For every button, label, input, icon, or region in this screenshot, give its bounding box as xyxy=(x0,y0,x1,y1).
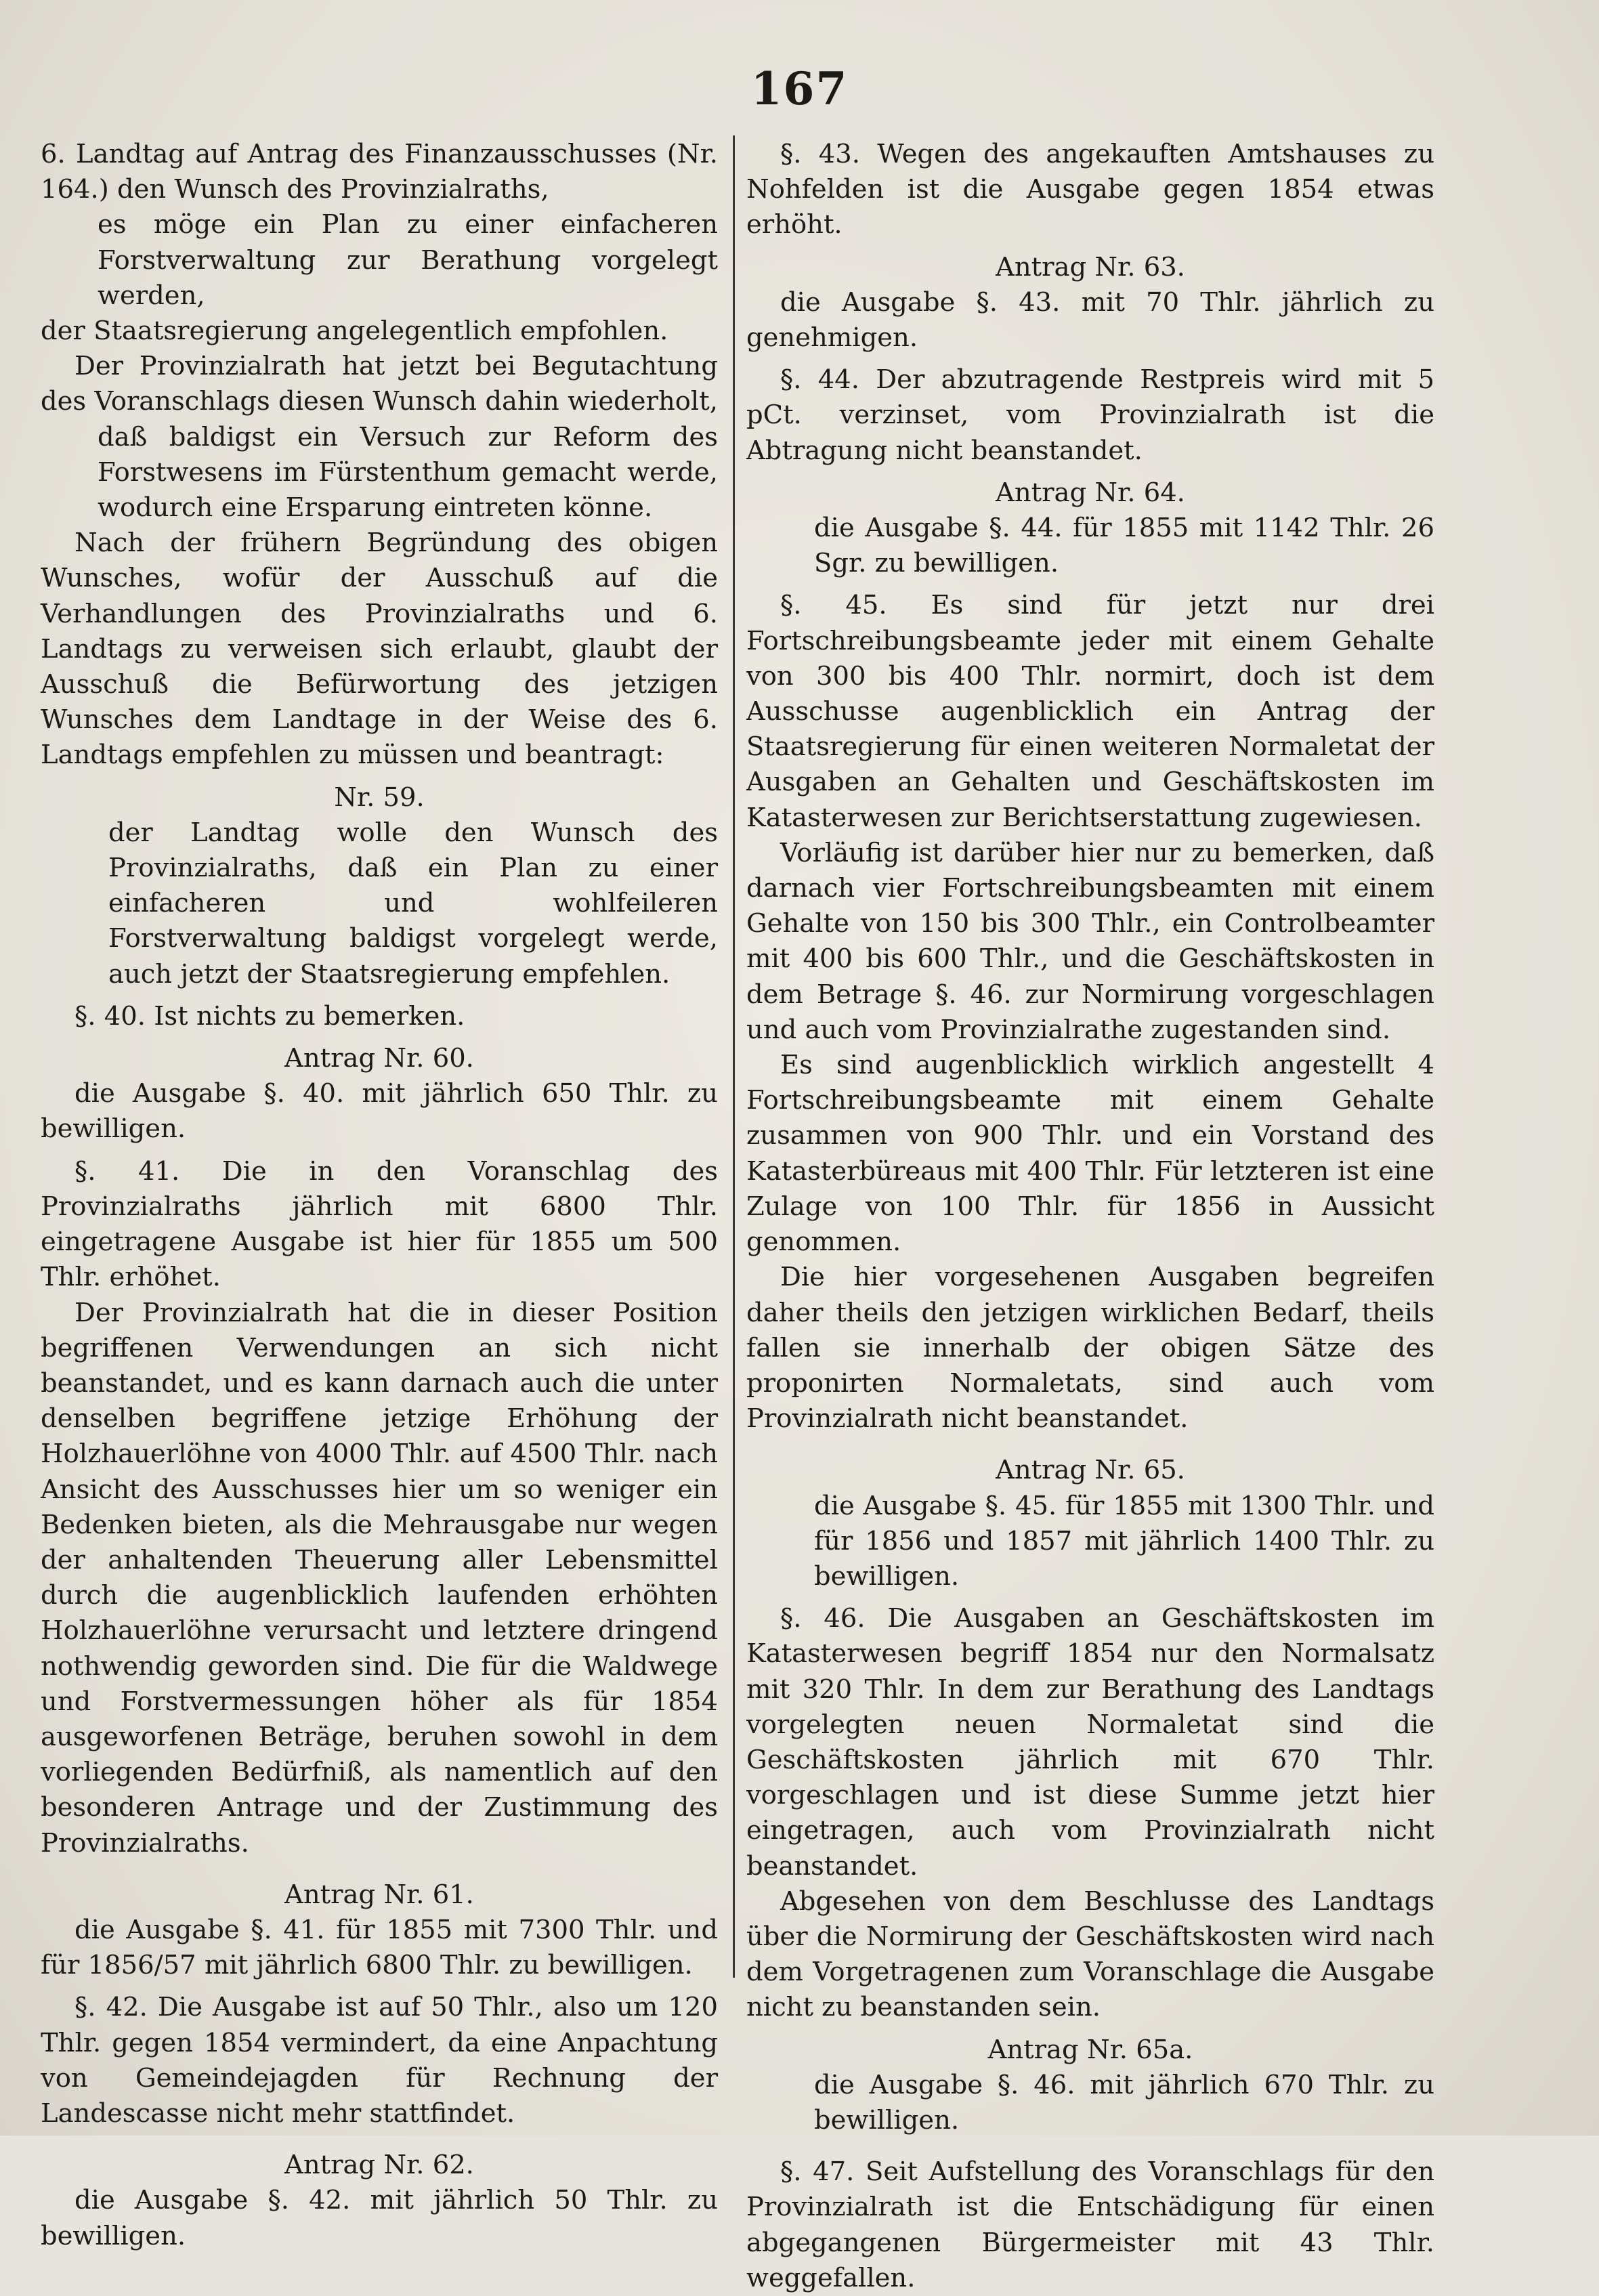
paragraph: der Staatsregierung angelegentlich empfohlen. xyxy=(41,316,668,347)
section-paragraph: §. 43. Wegen des angekauften Amtshauses zu Nohfelden ist die Ausgabe gegen 1854 etwas erhöht. xyxy=(746,139,1434,240)
motion-heading: Antrag Nr. 61. xyxy=(284,1879,474,1910)
section-paragraph: §. 40. Ist nichts zu bemerken. xyxy=(74,1000,465,1032)
section-paragraph: §. 42. Die Ausgabe ist auf 50 Thlr., also um 120 Thlr. gegen 1854 vermindert, da eine Anpachtung von Gemeindejagden für Rechnung der Landescasse nicht mehr stattfindet. xyxy=(41,1992,718,2129)
section-paragraph: §. 46. Die Ausgaben an Geschäftskosten im Katasterwesen begriff 1854 nur den Normalsatz mit 320 Thlr. In dem zur Berathung des Landtags vorgelegten neuen Normaletat sind die Geschäftskosten jährlich mit 670 Thlr. vorgeschlagen und ist diese Summe jetzt hier eingetragen, auch vom Provinzialrath nicht beanstandet. xyxy=(746,1603,1434,1882)
right-column xyxy=(746,137,1434,2296)
section-paragraph: §. 41. Die in den Voranschlag des Provinzialraths jährlich mit 6800 Thlr. eingetragene Ausgabe ist hier für 1855 um 500 Thlr. erhöhet. xyxy=(41,1155,718,1293)
motion-text: die Ausgabe §. 44. für 1855 mit 1142 Thlr. 26 Sgr. zu bewilligen. xyxy=(814,513,1434,579)
motion-heading: Nr. 59. xyxy=(334,782,425,813)
motion-text: die Ausgabe §. 43. mit 70 Thlr. jährlich zu genehmigen. xyxy=(746,286,1434,354)
motion-text: die Ausgabe §. 46. mit jährlich 670 Thlr. zu bewilligen. xyxy=(814,2069,1434,2135)
section-paragraph: §. 47. Seit Aufstellung des Voranschlags für den Provinzialrath ist die Entschädigung für einen abgegangenen Bürgermeister mit 43 Thlr. weggefallen. xyxy=(746,2156,1434,2293)
paragraph: Der Provinzialrath hat die in dieser Position begriffenen Verwendungen an sich nicht beanstandet, und es kann darnach auch die unter denselben begriffene jetzige Erhöhung der Holzhauerlöhne von 4000 Thlr. auf 4500 Thlr. nach Ansicht des Ausschusses hier um so weniger ein Bedenken bieten, als die Mehrausgabe nur wegen der anhaltenden Theuerung aller Lebensmittel durch die augenblicklich laufenden erhöhten Holzhauerlöhne verursacht und letztere dringend nothwendig geworden sind. Die für die Waldwege und Forstvermessungen höher als für 1854 ausgeworfenen Beträge, beruhen sowohl in dem vorliegenden Bedürfniß, als namentlich auf den besonderen Antrage und der Zustimmung des Provinzialraths. xyxy=(41,1297,718,1858)
paragraph: Nach der frühern Begründung des obigen Wunsches, wofür der Ausschuß auf die Verhandlungen des Provinzialraths und 6. Landtags zu verweisen sich erlaubt, glaubt der Ausschuß die Befürwortung des jetzigen Wunsches dem Landtage in der Weise des 6. Landtags empfehlen zu müssen und beantragt: xyxy=(41,528,718,771)
motion-heading: Antrag Nr. 65a. xyxy=(987,2034,1193,2065)
motion-text: der Landtag wolle den Wunsch des Provinzialraths, daß ein Plan zu einer einfacheren und wohlfeileren Forstverwaltung baldigst vorgelegt werde, auch jetzt der Staatsregierung empfehlen. xyxy=(108,817,718,990)
motion-heading: Antrag Nr. 65. xyxy=(996,1455,1185,1486)
paragraph: Der Provinzialrath hat jetzt bei Begutachtung des Voranschlags diesen Wunsch dahin wiederholt, xyxy=(41,351,718,417)
paragraph: Es sind augenblicklich wirklich angestellt 4 Fortschreibungsbeamte mit einem Gehalte zusammen von 900 Thlr. und ein Vorstand des Katasterbüreaus mit 400 Thlr. Für letzteren ist eine Zulage von 100 Thlr. für 1856 in Aussicht genommen. xyxy=(746,1050,1434,1258)
paragraph: 6. Landtag auf Antrag des Finanzausschusses (Nr. 164.) den Wunsch des Provinzialraths, xyxy=(41,139,718,205)
section-paragraph: §. 45. Es sind für jetzt nur drei Fortschreibungsbeamte jeder mit einem Gehalte von 300 bis 400 Thlr. normirt, doch ist dem Ausschusse augenblicklich ein Antrag der Staatsregierung für einen weiteren Normaletat der Ausgaben an Gehalten und Geschäftskosten im Katasterwesen zur Berichtserstattung zugewiesen. xyxy=(746,590,1434,833)
page-number: 167 xyxy=(750,62,849,115)
paragraph: Die hier vorgesehenen Ausgaben begreifen daher theils den jetzigen wirklichen Bedarf, theils fallen sie innerhalb der obigen Sätze des proponirten Normaletats, sind auch vom Provinzialrath nicht beanstandet. xyxy=(746,1262,1434,1434)
motion-heading: Antrag Nr. 64. xyxy=(996,477,1185,508)
motion-text: die Ausgabe §. 42. mit jährlich 50 Thlr. zu bewilligen. xyxy=(41,2185,718,2251)
motion-text: die Ausgabe §. 40. mit jährlich 650 Thlr. zu bewilligen. xyxy=(41,1078,718,1145)
motion-text: die Ausgabe §. 41. für 1855 mit 7300 Thlr. und für 1856/57 mit jährlich 6800 Thlr. zu bewilligen. xyxy=(41,1914,718,1981)
paragraph: Vorläufig ist darüber hier nur zu bemerken, daß darnach vier Fortschreibungsbeamten mit einem Gehalte von 150 bis 300 Thlr., ein Controlbeamter mit 400 bis 600 Thlr., und die Geschäftskosten in dem Betrage §. 46. zur Normirung vorgeschlagen und auch vom Provinzialrathe zugestanden sind. xyxy=(746,837,1434,1045)
paragraph: Abgesehen von dem Beschlusse des Landtags über die Normirung der Geschäftskosten wird nach dem Vorgetragenen zum Voranschlage die Ausgabe nicht zu beanstanden sein. xyxy=(746,1886,1434,2023)
left-column xyxy=(41,137,718,2254)
motion-heading: Antrag Nr. 63. xyxy=(996,251,1185,282)
section-paragraph: §. 44. Der abzutragende Restpreis wird mit 5 pCt. verzinset, vom Provinzialrath ist die Abtragung nicht beanstandet. xyxy=(746,364,1434,466)
motion-text: die Ausgabe §. 45. für 1855 mit 1300 Thlr. und für 1856 und 1857 mit jährlich 1400 Thlr. zu bewilligen. xyxy=(814,1490,1434,1592)
column-divider xyxy=(733,135,735,1978)
quoted-request: es möge ein Plan zu einer einfacheren Forstverwaltung zur Berathung vorgelegt werden, xyxy=(98,209,718,311)
motion-heading: Antrag Nr. 60. xyxy=(284,1043,474,1074)
motion-heading: Antrag Nr. 62. xyxy=(284,2150,474,2181)
quoted-request: daß baldigst ein Versuch zur Reform des Forstwesens im Fürstenthum gemacht werde, wodurch eine Ersparung eintreten könne. xyxy=(98,421,718,524)
